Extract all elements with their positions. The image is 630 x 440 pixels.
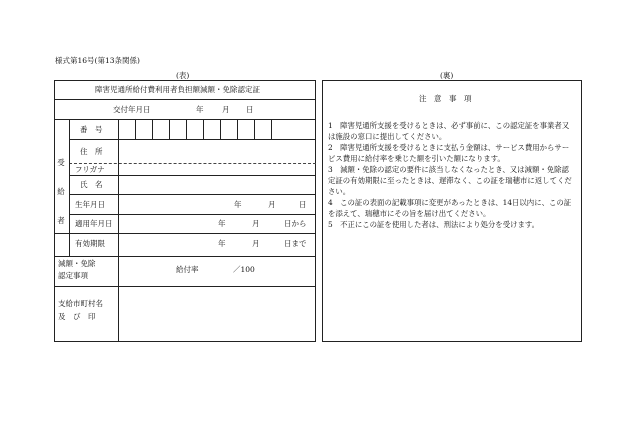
municipality-label-line2: 及 び 印 bbox=[58, 312, 96, 321]
municipality-label-line1: 支給市町村名 bbox=[58, 299, 103, 308]
back-side-label: (裏) bbox=[440, 71, 454, 80]
valid-day: 日まで bbox=[284, 239, 307, 248]
birth-day: 日 bbox=[299, 200, 307, 209]
note-item-4: 4 この証の表面の記載事項に変更があったときは、14日以内に、この証を添えて、瑞穂市にその旨を届け出てください。 bbox=[328, 198, 572, 218]
certificate-title: 障害児通所給付費利用者負担額減額・免除認定証 bbox=[95, 85, 260, 94]
recipient-group-label: 受 給 者 bbox=[57, 158, 73, 225]
form-number: 様式第16号(第13条関係) bbox=[55, 56, 140, 65]
furigana-label: フリガナ bbox=[75, 165, 105, 174]
apply-month: 月 bbox=[252, 219, 260, 228]
apply-day: 日から bbox=[284, 219, 307, 228]
address-label: 住 所 bbox=[80, 147, 103, 156]
issue-year: 年 bbox=[196, 105, 204, 114]
valid-month: 月 bbox=[252, 239, 260, 248]
note-item-2: 2 障害児通所支援を受けるときに支払う金額は、サービス費用からサービス費用に給付率を乗じた額を引いた額になります。 bbox=[328, 143, 570, 163]
valid-label: 有効期限 bbox=[75, 239, 105, 248]
issue-day: 日 bbox=[246, 105, 254, 114]
issue-date-label: 交付年月日 bbox=[113, 105, 151, 114]
valid-year: 年 bbox=[218, 239, 226, 248]
birth-month: 月 bbox=[268, 200, 276, 209]
rate-value: ／100 bbox=[233, 265, 255, 274]
reduction-label-line2: 認定事項 bbox=[58, 271, 88, 280]
reduction-label-line1: 減額・免除 bbox=[58, 259, 96, 268]
front-side-label: (表) bbox=[176, 71, 190, 80]
apply-year: 年 bbox=[218, 219, 226, 228]
name-label: 氏 名 bbox=[80, 180, 103, 189]
issue-month: 月 bbox=[222, 105, 230, 114]
note-item-5: 5 不正にこの証を使用した者は、刑法により処分を受けます。 bbox=[328, 220, 540, 229]
notes-title: 注 意 事 項 bbox=[419, 94, 472, 103]
birth-year: 年 bbox=[234, 200, 242, 209]
note-item-1: 1 障害児通所支援を受けるときは、必ず事前に、この認定証を事業者又は施設の窓口に提出してください。 bbox=[328, 121, 570, 141]
apply-label: 適用年月日 bbox=[75, 219, 113, 228]
birth-label: 生年月日 bbox=[75, 200, 105, 209]
note-item-3: 3 減額・免除の認定の要件に該当しなくなったとき、又は減額・免除認定証の有効期限に至ったときは、遅滞なく、この証を瑞穂市に返してください。 bbox=[328, 165, 572, 196]
number-label: 番 号 bbox=[80, 125, 103, 134]
notes-list bbox=[328, 120, 576, 230]
rate-label: 給付率 bbox=[176, 265, 199, 274]
